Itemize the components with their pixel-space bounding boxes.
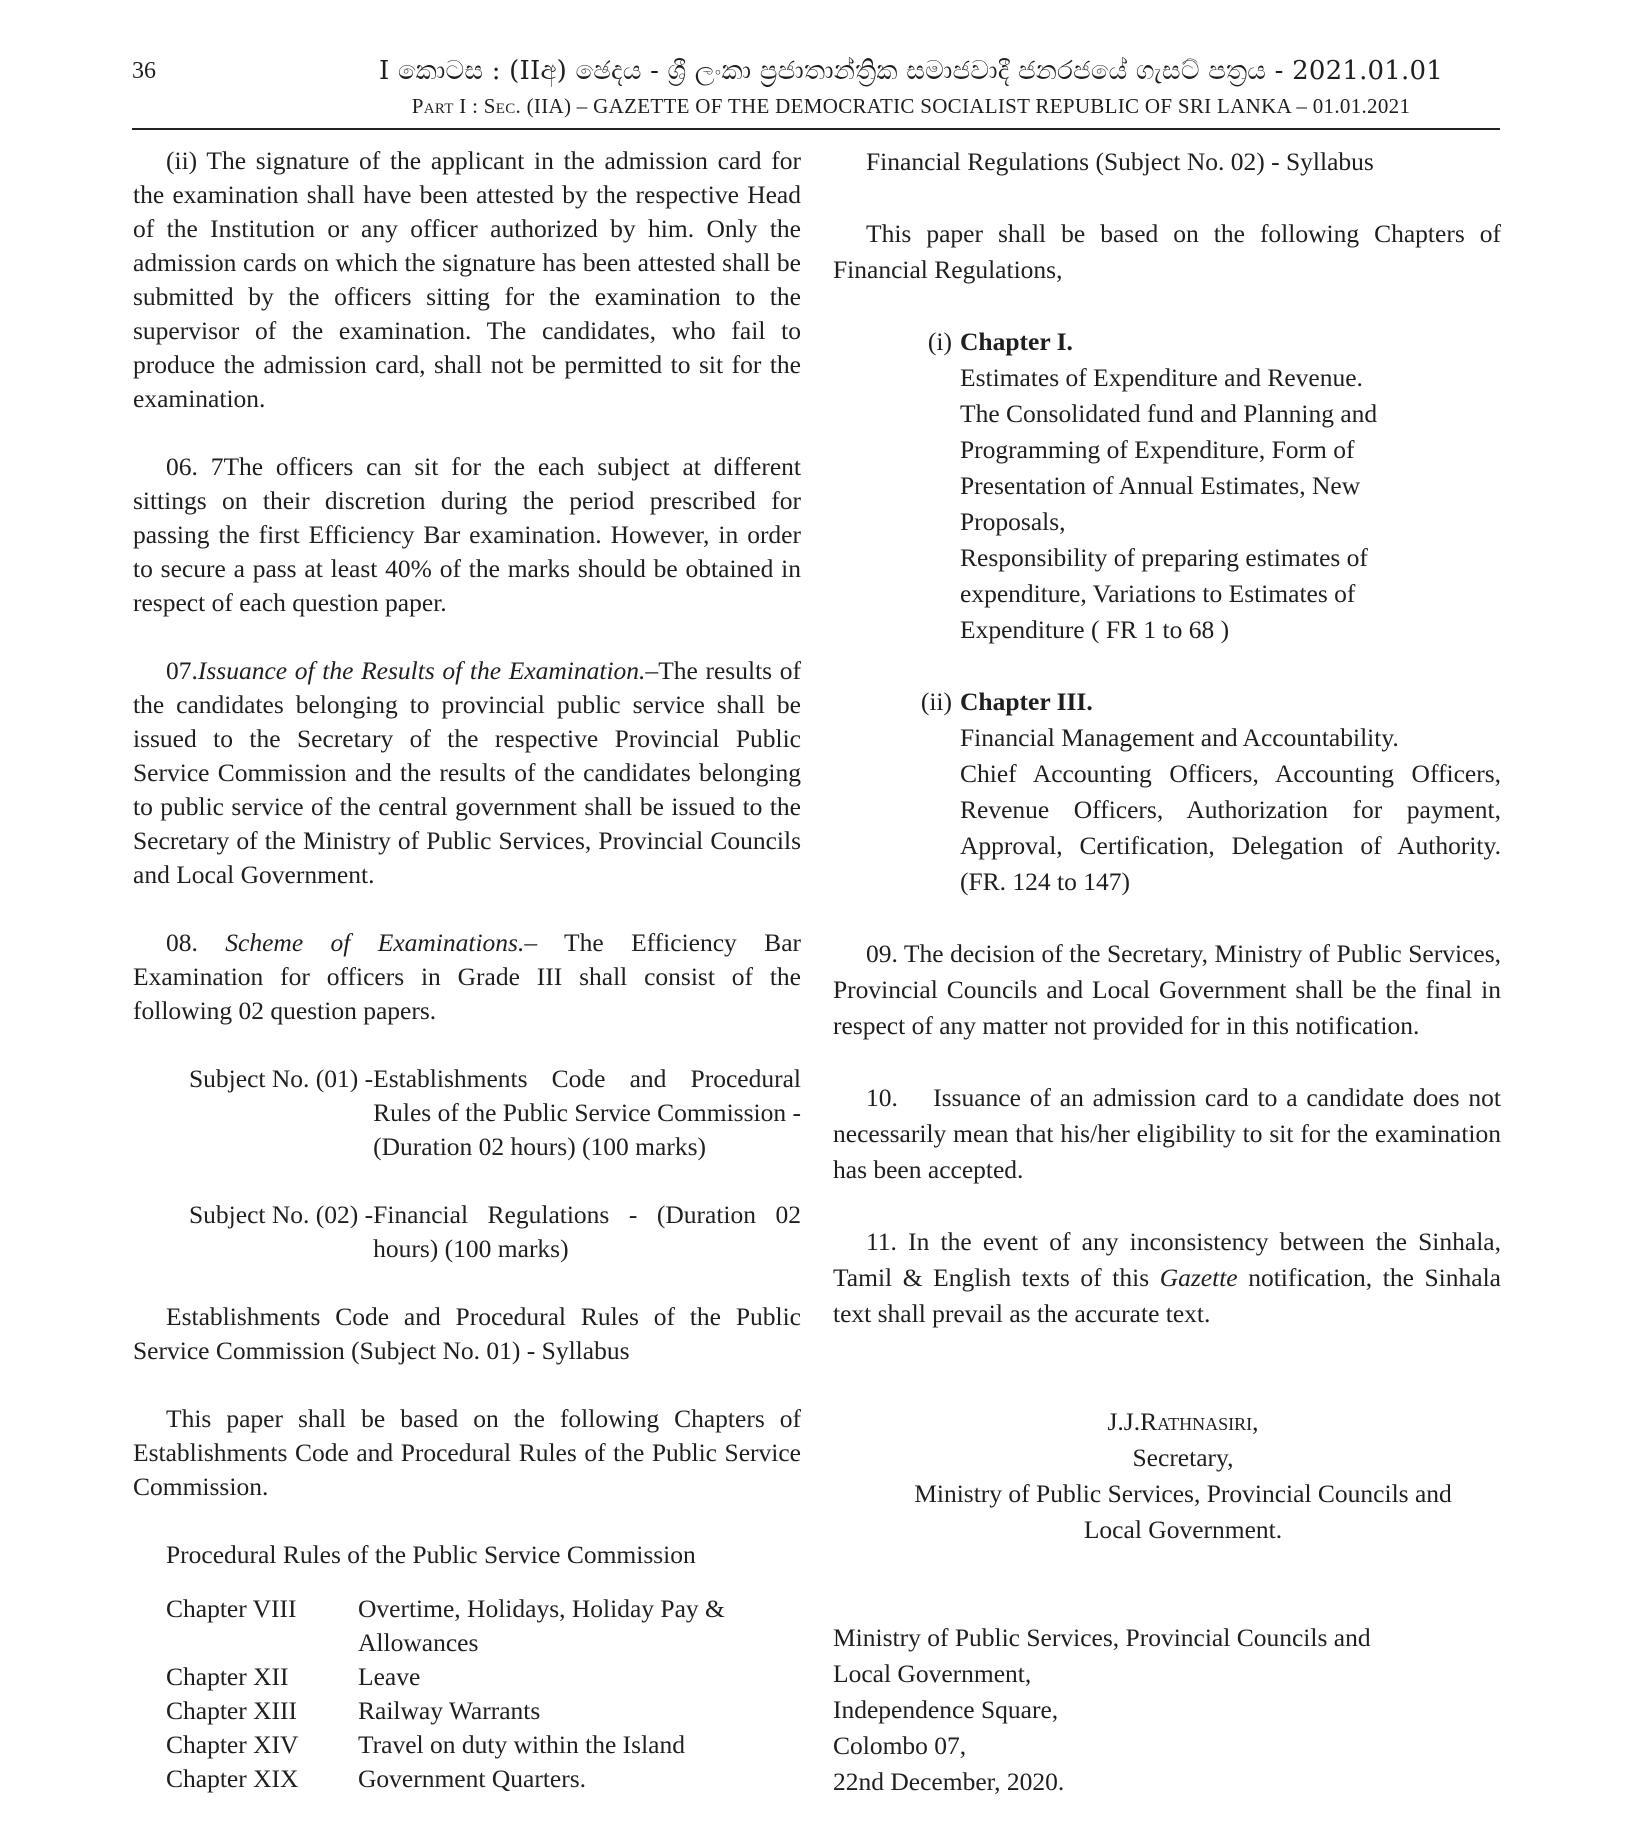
chapter-row bbox=[166, 1592, 801, 1660]
fr-chapter-i bbox=[833, 324, 1501, 648]
fr-chapter-iii-line: (FR. 124 to 147) bbox=[960, 867, 1131, 896]
fr-chapter-iii-head bbox=[833, 684, 1501, 720]
address-line: 22nd December, 2020. bbox=[833, 1767, 1065, 1796]
fr-chapter-iii-number: (ii) bbox=[920, 687, 952, 716]
fr-chapter-iii-line: Chief Accounting Officers, Accounting Officers, bbox=[960, 759, 1501, 788]
chapter-label: Chapter XIX bbox=[166, 1764, 299, 1793]
subject-01 bbox=[189, 1062, 801, 1164]
fr-chapter-iii-line: Financial Management and Accountability. bbox=[960, 723, 1399, 752]
fr-chapter-i-line: The Consolidated fund and Planning and bbox=[960, 399, 1378, 428]
fr-chapter-i-line: Presentation of Annual Estimates, New bbox=[960, 471, 1361, 500]
fr-chapter-iii-line: Approval, Certification, Delegation of Authority. bbox=[960, 831, 1501, 860]
signatory-title: Secretary, bbox=[1132, 1443, 1234, 1472]
chapter-row bbox=[166, 1728, 801, 1762]
header-sinhala-line: I කොටස : (IIඅ) ඡෙදය - ශ්‍රී ලංකා ප්‍රජාතාන්ත්‍රික සමාජවාදී ජනරජයේ ගැසට් පත්‍රය - 2021.01.01 bbox=[379, 56, 1443, 86]
chapter-row bbox=[166, 1694, 801, 1728]
fr-chapter-i-line: Proposals, bbox=[960, 507, 1066, 536]
paragraph-07 bbox=[133, 654, 801, 892]
gazette-header bbox=[132, 56, 1500, 128]
subject-02-text: Financial Regulations - (Duration 02 hours) (100 marks) bbox=[373, 1200, 801, 1263]
subject-02 bbox=[189, 1198, 801, 1266]
paragraph-08-text: The Efficiency Bar Examination for officers in Grade III shall consist of the following 02 question papers. bbox=[133, 928, 802, 1025]
signatory-name: J.J.Rathnasiri, bbox=[1107, 1407, 1259, 1436]
fr-chapter-i-title: Chapter I. bbox=[960, 327, 1073, 356]
chapter-list bbox=[166, 1592, 801, 1796]
chapter-title: Government Quarters. bbox=[358, 1764, 587, 1793]
chapter-title: Leave bbox=[358, 1662, 421, 1691]
subject-02-label: Subject No. (02) - bbox=[189, 1200, 374, 1229]
signatory-ministry-line-2: Local Government. bbox=[1083, 1515, 1283, 1544]
fr-chapter-i-line: expenditure, Variations to Estimates of bbox=[960, 579, 1356, 608]
fr-chapter-i-line: Programming of Expenditure, Form of bbox=[960, 435, 1355, 464]
chapter-label: Chapter VIII bbox=[166, 1594, 297, 1623]
right-column bbox=[833, 144, 1508, 1800]
chapter-label: Chapter XIII bbox=[166, 1696, 297, 1725]
signature-block bbox=[883, 1404, 1483, 1548]
chapter-title: Travel on duty within the Island bbox=[358, 1730, 685, 1759]
left-column bbox=[133, 144, 801, 1796]
page-number: 36 bbox=[132, 58, 156, 84]
paragraph-ii: (ii) The signature of the applicant in the admission card for the examination shall have been attested by the respective Head of the Institution or any officer authorized by him. Only the admission cards on which the signature has been attested shall be submitted by the officers sitting for the examination to the supervisor of the examination. The candidates, who fail to produce the admission card, shall not be permitted to sit for the examination. bbox=[133, 146, 801, 413]
chapter-title: Railway Warrants bbox=[358, 1696, 541, 1725]
chapter-label: Chapter XII bbox=[166, 1662, 289, 1691]
header-rule bbox=[132, 128, 1500, 130]
paragraph-06: 06. 7The officers can sit for the each subject at different sittings on their discretion during the period prescribed for passing the first Efficiency Bar examination. However, in order to secure a pass at least 40% of the marks should be obtained in respect of each question paper. bbox=[133, 452, 801, 617]
paragraph-07-text: The results of the candidates belonging to provincial public service shall be issued to the Secretary of the respective Provincial Public Service Commission and the results of the candidates belonging to public service of the central government shall be issued to the Secretary of the Ministry of Public Services, Provincial Councils and Local Government. bbox=[133, 656, 801, 889]
syllabus-heading: Establishments Code and Procedural Rules of the Public Service Commission (Subject No. 01) - Syllabus bbox=[133, 1302, 801, 1365]
paragraph-11 bbox=[833, 1224, 1501, 1332]
header-english-line: Part I : Sec. (IIA) – GAZETTE OF THE DEMOCRATIC SOCIALIST REPUBLIC OF SRI LANKA – 01.01.2021 bbox=[411, 94, 1411, 118]
fr-intro: This paper shall be based on the following Chapters of Financial Regulations, bbox=[833, 219, 1501, 284]
paragraph-07-heading: Issuance of the Results of the Examination.– bbox=[197, 656, 659, 685]
address-line: Independence Square, bbox=[833, 1695, 1059, 1724]
address-line: Local Government, bbox=[833, 1659, 1032, 1688]
address-block bbox=[833, 1620, 1501, 1800]
fr-chapter-i-line: Responsibility of preparing estimates of bbox=[960, 543, 1368, 572]
chapter-row bbox=[166, 1660, 801, 1694]
address-line: Colombo 07, bbox=[833, 1731, 967, 1760]
chapter-label: Chapter XIV bbox=[166, 1730, 299, 1759]
fr-chapter-iii-body bbox=[960, 720, 1501, 900]
fr-chapter-i-number: (i) bbox=[927, 327, 952, 356]
fr-chapter-iii bbox=[833, 684, 1501, 900]
paragraph-08-number: 08. bbox=[166, 928, 198, 957]
paragraph-09: 09. The decision of the Secretary, Ministry of Public Services, Provincial Councils and Local Government shall be the final in respect of any matter not provided for in this notification. bbox=[833, 939, 1501, 1040]
signatory-ministry-line-1: Ministry of Public Services, Provincial Councils and bbox=[914, 1479, 1452, 1508]
subject-01-label: Subject No. (01) - bbox=[189, 1064, 374, 1093]
paragraph-11-gazette: Gazette bbox=[1159, 1263, 1238, 1292]
fr-chapter-iii-title: Chapter III. bbox=[960, 687, 1093, 716]
procedural-rules-heading: Procedural Rules of the Public Service Commission bbox=[166, 1540, 696, 1569]
paragraph-08-heading: Scheme of Examinations.– bbox=[225, 928, 538, 957]
paragraph-11-text-a: 11. In the event of any inconsistency between the Sinhala, Tamil & English texts of this bbox=[833, 1227, 1501, 1292]
paragraph-10: 10. Issuance of an admission card to a candidate does not necessarily mean that his/her eligibility to sit for the examination has been accepted. bbox=[833, 1083, 1508, 1184]
fr-chapter-i-head bbox=[833, 324, 1501, 360]
chapter-title: Overtime, Holidays, Holiday Pay & Allowances bbox=[358, 1594, 725, 1657]
address-line: Ministry of Public Services, Provincial Councils and bbox=[833, 1623, 1371, 1652]
fr-chapter-i-body bbox=[960, 360, 1501, 648]
chapter-row bbox=[166, 1762, 801, 1796]
fr-chapter-i-line: Expenditure ( FR 1 to 68 ) bbox=[960, 615, 1230, 644]
fr-chapter-i-line: Estimates of Expenditure and Revenue. bbox=[960, 363, 1363, 392]
paragraph-07-number: 07. bbox=[166, 656, 198, 685]
fr-chapter-iii-line: Revenue Officers, Authorization for payment, bbox=[960, 795, 1501, 824]
fr-syllabus-heading: Financial Regulations (Subject No. 02) - Syllabus bbox=[866, 147, 1374, 176]
syllabus-intro: This paper shall be based on the following Chapters of Establishments Code and Procedural Rules of the Public Service Commission. bbox=[133, 1404, 801, 1501]
subject-01-text: Establishments Code and Procedural Rules of the Public Service Commission - (Duration 02 hours) (100 marks) bbox=[373, 1064, 801, 1161]
paragraph-08 bbox=[133, 926, 801, 1028]
paragraph-11-text-b: notification, the Sinhala text shall prevail as the accurate text. bbox=[833, 1263, 1501, 1328]
